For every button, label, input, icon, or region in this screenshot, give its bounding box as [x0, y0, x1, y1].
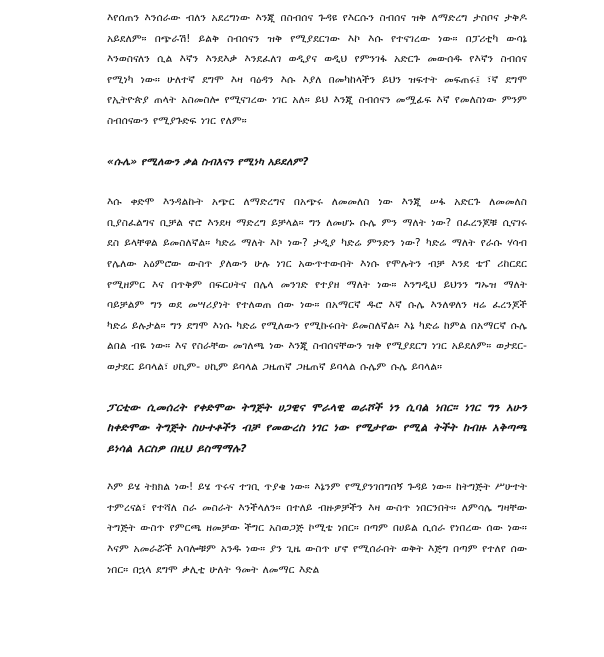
body-paragraph: እሱ ቀድሞ እንዳልኩት አጭር ለማድረግና በአጭሩ ለመመለስ ነው እንጂ ሠፋ አድርጉ ለመመለስ ቢያስፈልግና ቢቻል ኖሮ እንደዛ ማድረግ ይቻላል። ግን ለመሆኑ ሱሌ ምን ማለት ነው? በፈረንጆቹ ሲናገሩ ደስ ይላቸዋል ይመስለኛል። ካድሬ ማለት እኮ ነው? ታዲያ ካድሬ ምንድን ነው? ካድሬ ማለት የራሱ ሃሳብ የሌለው አዕምሮው ውስጥ ያለውን ሁሉ ነገር አውጥተውበት እነሱ የሞሉትን ብቻ እንደ ቴፕ ሪከርደር የሚዘምር እና በጥቅም በፍርሀትና በሌላ መንገድ የተያዘ ማለት ነው። እንግዲህ ይህንን ግኡዝ ማለት ባይቻልም ግን ወደ መሣሪያነት የተለወጠ ሰው ነው። በአማርኛ ዱሮ እኛ ሱሌ እንለዋለን ዛሬ ፈረንጆች ካድሬ ይሉታል። ግን ደግሞ እነሱ ካድሬ የሚለውን የሚኩሩበት ይመስለኛል። እኔ ካድሬ ከምል በአማርኛ ሱሌ ልበል ብዬ ነው። እና የስራቸው መገለጫ ነው እንጂ ስብሰናቸውን ዝቅ የሚያደርግ ነገር አይደለም። ወታደር- ወታደር ይባላል፣ ሀኪም- ሀኪም ይባላል ጋዜጠኛ ጋዜጠኛ ይባላል ሱሌም ሱሌ ይባላል።: [107, 196, 527, 373]
question-heading: «ሱሌ» የሚለውን ቃል ስብእናን የሚነካ አይደለም?: [107, 155, 309, 168]
interview-question: ፓርቲው ሲመሰረት የቀድሞው ትግጅት ሀጋዊና ሞራላዊ ወራሾች ነን ሲባል ነበር። ነገር ግን አሁን ከቀድሞው ትግጅት ስሁተቶችን ብቻ የመውረስ ነገር ነው የሚታየው የሚል ትችት ከብዙ አቅጣጫ ይነሳል እርስዎ በዚህ ይስማማሉ?: [107, 400, 527, 455]
body-paragraph: እም ይሄ ትክክል ነው! ይሄ ጥሩና ተገቢ ጥያቄ ነው። እኔንም የሚያንገበግበኝ ጉዳይ ነው። ከትግጅት ሥሁተት ተምረናል፣ የተሻለ ስራ መስራት እንችላለን። በተለይ ብዙዎቻችን እዛ ውስጥ ነበርንበት። ለምሳሌ ግዛቸው ትግጅት ውስጥ የምርጫ ዘመቻው ችግር አስወጋጅ ኮሚቴ ነበር። በጣም በሀይል ሲሰራ የነበረው ሰው ነው። እናም አመራሯች አባሎቹም አንዱ ነው። ያን ጊዜ ውስጥ ሆኖ የሚሰራበት ወቅት እጅግ በጣም የተለየ ሰው ነበር። በኋላ ደግሞ ቃሊቲ ሁለት ዓመት ለመማር እድል: [107, 481, 527, 576]
body-paragraph: እየሰጠን እንሰራው ብለን አደረግነው እንጂ በስብሰና ጉዳዩ የእርሱን ስብሰና ዝቅ ለማድረግ ታስቦና ታቅዶ አይደለም። በጭራሽ! ይልቅ ስብሰናን ዝቅ የሚያደርገው እኮ እሱ የተናገረው ነው። በፓሪቲካ ውሳኔ እንወስናለን ሲል እኛን እንደእቃ እንደፈለገ ወዲያና ወዲህ የምንገፋ አድርጉ መውሰዱ የእኛን ስብሰና የሚነካ ነው። ሁለተኛ ደግሞ እዛ ባዕዳን እሱ እያለ በመካከላችን ይህን ዝፍተት መፍጠሩ፤ ፣ኛ ደግሞ የኢትዮጵያ ጠላት አስመስሎ የሚናገረው ነገር አለ። ይህ እንጂ ስብሰናን መሟፊፍ እኛ የመለስነው ምንም ስብሰናውን የሚያጉድፍ ነገር የለም።: [107, 12, 527, 127]
document-page: [107, 8, 527, 580]
